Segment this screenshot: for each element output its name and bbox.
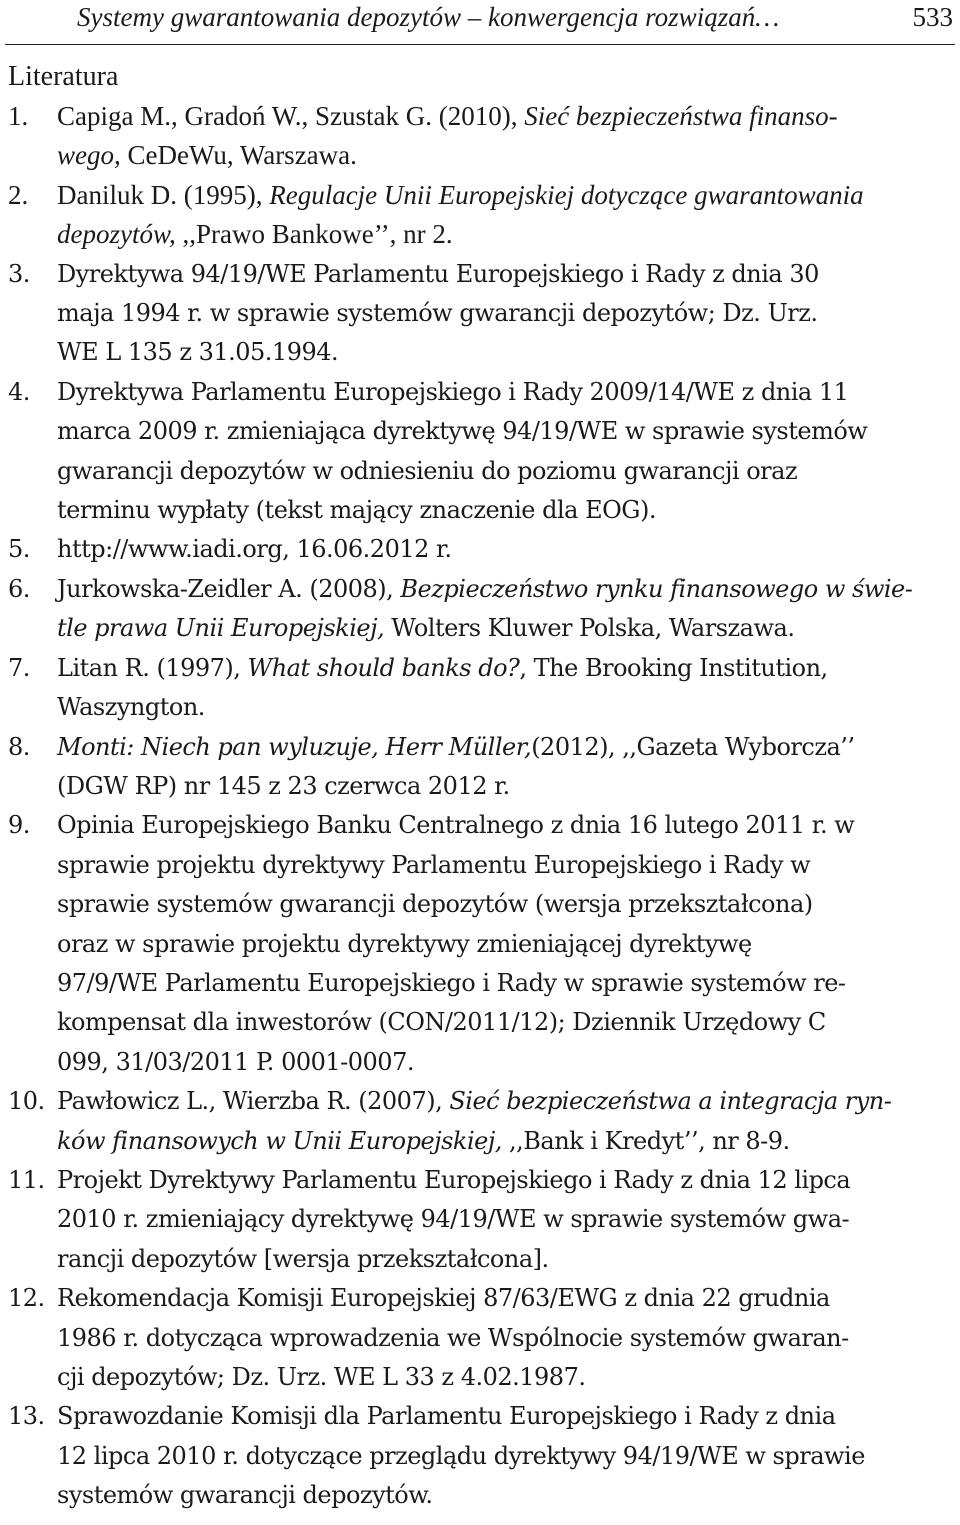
reference-number: 2.	[8, 179, 29, 210]
reference-line	[57, 1437, 954, 1476]
reference-item	[0, 649, 960, 728]
reference-text	[57, 728, 954, 807]
reference-line	[57, 491, 954, 530]
reference-line	[57, 1082, 954, 1121]
reference-text-run: Jurkowska-Zeidler A. (2008),	[57, 574, 401, 603]
reference-text-run: ,,Bank i Kredyt’’, nr 8-9.	[501, 1126, 790, 1155]
reference-text-run: Waszyngton.	[57, 693, 205, 722]
reference-line	[57, 1240, 954, 1279]
reference-number: 6.	[8, 574, 30, 603]
reference-italic-run: Sieć bezpieczeństwa finanso-	[524, 101, 838, 131]
reference-item	[0, 530, 960, 569]
reference-italic-run: wego,	[57, 140, 121, 171]
reference-text-run: Pawłowicz L., Wierzba R. (2007),	[57, 1087, 450, 1116]
reference-line	[57, 1122, 954, 1161]
reference-text	[57, 1082, 954, 1161]
reference-line	[57, 97, 954, 136]
reference-number: 12.	[8, 1284, 45, 1313]
reference-line	[57, 412, 954, 451]
reference-italic-run: Sieć bezpieczeństwa a integracja ryn-	[449, 1087, 892, 1116]
reference-item	[0, 806, 960, 1082]
reference-line	[57, 1003, 954, 1042]
running-title: Systemy gwarantowania depozytów – konwergencja rozwiązań…	[77, 2, 780, 32]
reference-text-run: systemów gwarancji depozytów.	[57, 1481, 433, 1510]
reference-number: 3.	[8, 259, 30, 288]
reference-text	[57, 649, 954, 728]
reference-line	[57, 728, 954, 767]
reference-text-run: Daniluk D. (1995),	[57, 179, 270, 210]
reference-text-run: Wolters Kluwer Polska, Warszawa.	[384, 614, 795, 643]
reference-line	[57, 767, 954, 806]
reference-italic-run: Monti: Niech pan wyluzuje, Herr Müller,	[57, 732, 532, 761]
reference-text-run: 97/9/WE Parlamentu Europejskiego i Rady w sprawie systemów re-	[57, 968, 846, 997]
reference-number: 4.	[8, 377, 30, 406]
reference-text-run: rancji depozytów [wersja przekształcona].	[57, 1244, 549, 1273]
reference-item	[0, 1161, 960, 1279]
reference-italic-run: Bezpieczeństwo rynku finansowego w świe-	[400, 574, 913, 603]
reference-line	[57, 294, 954, 333]
reference-line	[57, 846, 954, 885]
reference-text-run: Dyrektywa 94/19/WE Parlamentu Europejskiego i Rady z dnia 30	[57, 259, 819, 288]
reference-italic-run: depozytów,	[57, 219, 176, 250]
reference-number: 1.	[8, 101, 29, 131]
reference-line	[57, 688, 954, 727]
reference-text-run: terminu wypłaty (tekst mający znaczenie dla EOG).	[57, 496, 656, 525]
reference-line	[57, 255, 954, 294]
reference-line	[57, 1358, 954, 1397]
reference-list	[0, 97, 960, 1516]
reference-text-run: oraz w sprawie projektu dyrektywy zmieniającej dyrektywę	[57, 929, 752, 958]
reference-text-run: sprawie systemów gwarancji depozytów (wersja przekształcona)	[57, 890, 813, 919]
reference-text-run: (2012), ,,Gazeta Wyborcza’’	[531, 732, 855, 761]
reference-line	[57, 1279, 954, 1318]
reference-text-run: 1986 r. dotycząca wprowadzenia we Wspólnocie systemów gwaran-	[57, 1323, 849, 1352]
reference-line	[57, 1043, 954, 1082]
reference-line	[57, 1319, 954, 1358]
section-heading: Literatura	[8, 61, 119, 92]
reference-line	[57, 1476, 954, 1515]
reference-item	[0, 97, 960, 176]
reference-line	[57, 176, 954, 215]
reference-text	[57, 1161, 954, 1279]
reference-text	[57, 530, 954, 569]
reference-item	[0, 728, 960, 807]
reference-text-run: 2010 r. zmieniający dyrektywę 94/19/WE w sprawie systemów gwa-	[57, 1205, 850, 1234]
reference-line	[57, 964, 954, 1003]
reference-text	[57, 176, 954, 255]
reference-line	[57, 530, 954, 569]
reference-text	[57, 1397, 954, 1515]
reference-italic-run: ków finansowych w Unii Europejskiej,	[57, 1126, 502, 1155]
reference-text	[57, 97, 954, 176]
reference-line	[57, 885, 954, 924]
reference-text-run: Projekt Dyrektywy Parlamentu Europejskiego i Rady z dnia 12 lipca	[57, 1165, 851, 1194]
reference-italic-run: Regulacje Unii Europejskiej dotyczące gwarantowania	[269, 179, 864, 210]
reference-line	[57, 806, 954, 845]
reference-item	[0, 570, 960, 649]
reference-text	[57, 373, 954, 531]
reference-text	[57, 570, 954, 649]
reference-line	[57, 1200, 954, 1239]
reference-text-run: gwarancji depozytów w odniesieniu do poziomu gwarancji oraz	[57, 456, 798, 485]
reference-text-run: Litan R. (1997),	[57, 653, 248, 682]
reference-line	[57, 1397, 954, 1436]
reference-line	[57, 452, 954, 491]
reference-text-run: (DGW RP) nr 145 z 23 czerwca 2012 r.	[57, 771, 510, 800]
reference-line	[57, 333, 954, 372]
reference-item	[0, 373, 960, 531]
reference-item	[0, 1397, 960, 1515]
reference-number: 7.	[8, 653, 30, 682]
reference-number: 9.	[8, 811, 30, 840]
reference-text-run: 12 lipca 2010 r. dotyczące przeglądu dyrektywy 94/19/WE w sprawie	[57, 1441, 865, 1470]
page-number: 533	[912, 2, 953, 32]
reference-number: 11.	[8, 1165, 45, 1194]
reference-line	[57, 373, 954, 412]
reference-text-run: Rekomendacja Komisji Europejskiej 87/63/EWG z dnia 22 grudnia	[57, 1284, 830, 1313]
reference-number: 8.	[8, 732, 30, 761]
reference-number: 13.	[8, 1402, 45, 1431]
reference-text-run: sprawie projektu dyrektywy Parlamentu Europejskiego i Rady w	[57, 850, 811, 879]
reference-item	[0, 255, 960, 373]
reference-text-run: CeDeWu, Warszawa.	[120, 140, 357, 171]
reference-text-run: Sprawozdanie Komisji dla Parlamentu Europejskiego i Rady z dnia	[57, 1402, 836, 1431]
reference-number: 5.	[8, 535, 30, 564]
reference-item	[0, 176, 960, 255]
reference-line	[57, 1161, 954, 1200]
reference-text-run: marca 2009 r. zmieniająca dyrektywę 94/19/WE w sprawie systemów	[57, 417, 868, 446]
reference-italic-run: tle prawa Unii Europejskiej,	[57, 614, 385, 643]
reference-text-run: cji depozytów; Dz. Urz. WE L 33 z 4.02.1987.	[57, 1363, 586, 1391]
running-header	[5, 0, 955, 45]
reference-item	[0, 1082, 960, 1161]
reference-line	[57, 649, 954, 688]
reference-item	[0, 1279, 960, 1397]
reference-text	[57, 1279, 954, 1397]
reference-text	[57, 255, 954, 373]
reference-text-run: Opinia Europejskiego Banku Centralnego z dnia 16 lutego 2011 r. w	[57, 811, 855, 840]
reference-text	[57, 806, 954, 1082]
reference-text-run: 099, 31/03/2011 P. 0001-0007.	[57, 1047, 414, 1076]
reference-number: 10.	[8, 1087, 45, 1116]
reference-text-run: WE L 135 z 31.05.1994.	[57, 338, 339, 367]
reference-text-run: Capiga M., Gradoń W., Szustak G. (2010),	[57, 101, 525, 131]
reference-text-run: http://www.iadi.org, 16.06.2012 r.	[57, 535, 452, 564]
reference-text-run: , The Brooking Institution,	[519, 653, 828, 682]
reference-text-run: Dyrektywa Parlamentu Europejskiego i Rady 2009/14/WE z dnia 11	[57, 377, 849, 406]
reference-text-run: ,,Prawo Bankowe’’, nr 2.	[175, 219, 453, 250]
reference-line	[57, 215, 954, 254]
reference-text-run: kompensat dla inwestorów (CON/2011/12); Dziennik Urzędowy C	[57, 1008, 826, 1037]
reference-line	[57, 570, 954, 609]
reference-line	[57, 609, 954, 648]
reference-text-run: maja 1994 r. w sprawie systemów gwarancji depozytów; Dz. Urz.	[57, 299, 818, 328]
reference-line	[57, 136, 954, 175]
reference-line	[57, 925, 954, 964]
reference-italic-run: What should banks do?	[247, 653, 520, 682]
